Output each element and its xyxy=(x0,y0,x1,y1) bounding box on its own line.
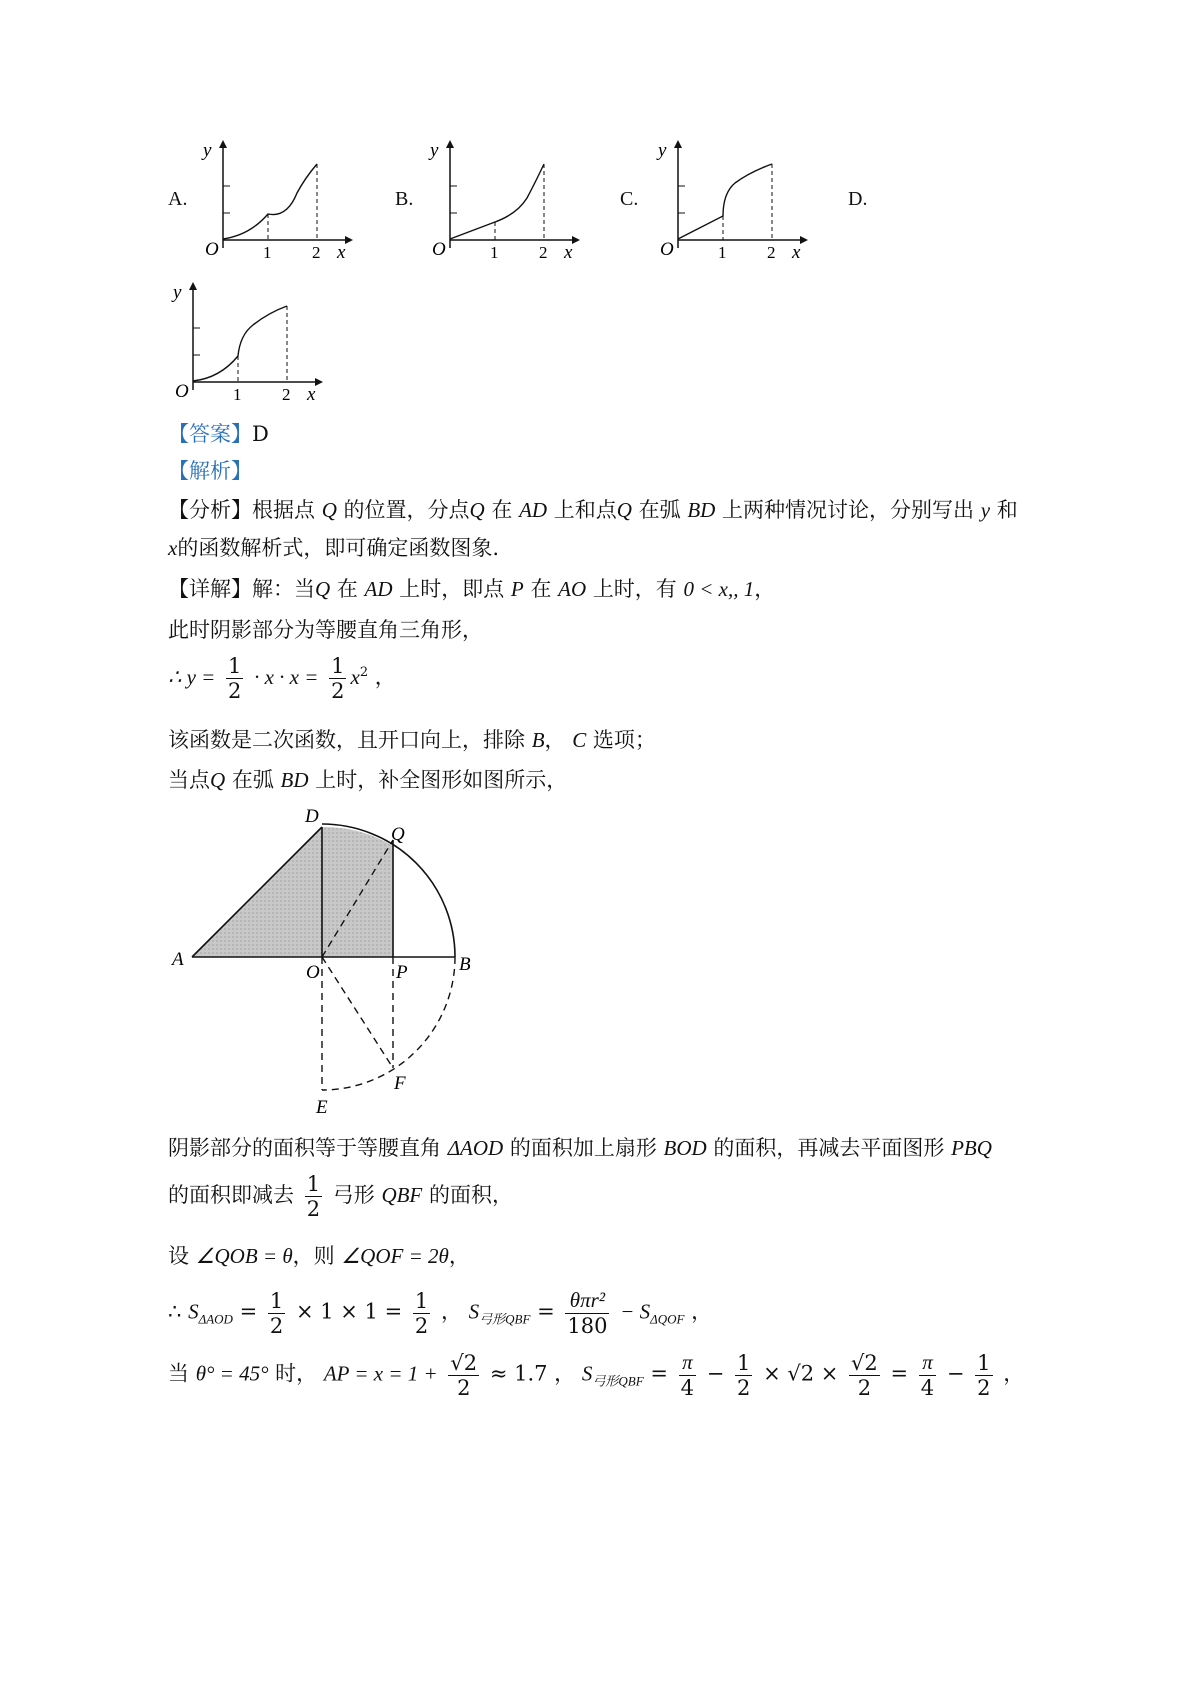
xiangjie-line-4: 该函数是二次函数，且开口向上，排除 B， C 选项； xyxy=(168,728,656,752)
option-c-origin: O xyxy=(660,239,674,260)
geometry-figure xyxy=(160,800,500,1120)
xiangjie-line-1: 【详解】解：当Q 在 AD 上时，即点 P 在 AO 上时，有 0 < x,, 1， xyxy=(168,577,776,601)
option-b-tick-2: 2 xyxy=(539,243,548,262)
option-a-label: A. xyxy=(168,188,188,210)
option-b-origin: O xyxy=(432,239,446,260)
fenxi-line-1: 【分析】根据点 Q 的位置，分点Q 在 AD 上和点Q 在弧 BD 上两种情况讨论，分别写出 y 和 xyxy=(168,498,1018,522)
option-c-graph xyxy=(650,138,810,263)
para2-formula-area: ∴ $S_{\Delta AOD}$ = $\frac{1}{2}$ × 1 × 1 = $\frac{1}{2}$ ， $S_{弓形QBF}$ = $\frac{\text{θπr²}}{180}$ − $S_{\Delta QOF}$ ， xyxy=(168,1288,713,1338)
para2-line-2: 的面积即减去 $\frac{1}{2}$ 弓形 QBF 的面积， xyxy=(168,1172,513,1221)
option-d-tick-1: 1 xyxy=(233,385,242,404)
option-a-x-label: x xyxy=(337,242,346,263)
option-a-tick-1: 1 xyxy=(263,243,272,262)
option-b-label: B. xyxy=(395,188,414,210)
label-O: O xyxy=(306,962,320,983)
label-Q: Q xyxy=(391,824,405,845)
xiangjie-formula-1: ∴ y = $\frac{1}{2}$ · x · x = $\frac{1}{2}$ $x^2$ ， xyxy=(168,654,396,703)
label-F: F xyxy=(394,1073,406,1094)
xiangjie-line-5: 当点Q 在弧 BD 上时，补全图形如图所示， xyxy=(168,768,568,792)
option-d-y-label: y xyxy=(173,282,182,303)
option-b-y-label: y xyxy=(430,140,439,161)
para2-formula-45: 当 θ° = 45° 时， AP = x = 1 + $\frac{√2}{2}$ ≈ 1.7 ， $S_{弓形QBF}$ = $\frac{\pi}{4}$ − $\frac{1}{2}$ × √2 × $\frac{√2}{2}$ = $\frac{\pi}{4}$ − $\frac{1}{2}$ ， xyxy=(168,1350,1025,1400)
option-c-tick-1: 1 xyxy=(718,243,727,262)
xiangjie-line-2: 此时阴影部分为等腰直角三角形， xyxy=(168,618,483,642)
option-c-y-label: y xyxy=(658,140,667,161)
option-c-tick-2: 2 xyxy=(767,243,776,262)
option-d-graph xyxy=(165,280,325,405)
para2-line-1: 阴影部分的面积等于等腰直角 ΔAOD 的面积加上扇形 BOD 的面积，再减去平面图形 PBQ xyxy=(168,1136,992,1160)
option-c-label: C. xyxy=(620,188,639,210)
label-P: P xyxy=(396,962,408,983)
option-b-tick-1: 1 xyxy=(490,243,499,262)
option-d-origin: O xyxy=(175,381,189,402)
para2-line-3: 设 ∠QOB = θ，则 ∠QOF = 2θ， xyxy=(168,1244,470,1268)
option-b-x-label: x xyxy=(564,242,573,263)
option-d-x-label: x xyxy=(307,384,316,405)
option-d-tick-2: 2 xyxy=(282,385,291,404)
fenxi-label: 【分析】 xyxy=(168,498,252,522)
option-c-x-label: x xyxy=(792,242,801,263)
analysis-header: 【解析】 xyxy=(168,459,252,483)
xiangjie-label: 【详解】 xyxy=(168,577,252,601)
label-B: B xyxy=(459,954,471,975)
label-D: D xyxy=(305,806,319,827)
option-d-label: D. xyxy=(848,188,868,210)
option-a-y-label: y xyxy=(203,140,212,161)
option-a-graph xyxy=(195,138,355,263)
fenxi-line-2: x的函数解析式，即可确定函数图象. xyxy=(168,536,500,560)
option-a-origin: O xyxy=(205,239,219,260)
label-A: A xyxy=(172,949,184,970)
answer-line xyxy=(168,418,269,448)
answer-label: 【答案】 xyxy=(168,422,252,446)
option-a-tick-2: 2 xyxy=(312,243,321,262)
answer-value: D xyxy=(252,422,269,446)
option-b-graph xyxy=(422,138,582,263)
label-E: E xyxy=(316,1097,328,1118)
